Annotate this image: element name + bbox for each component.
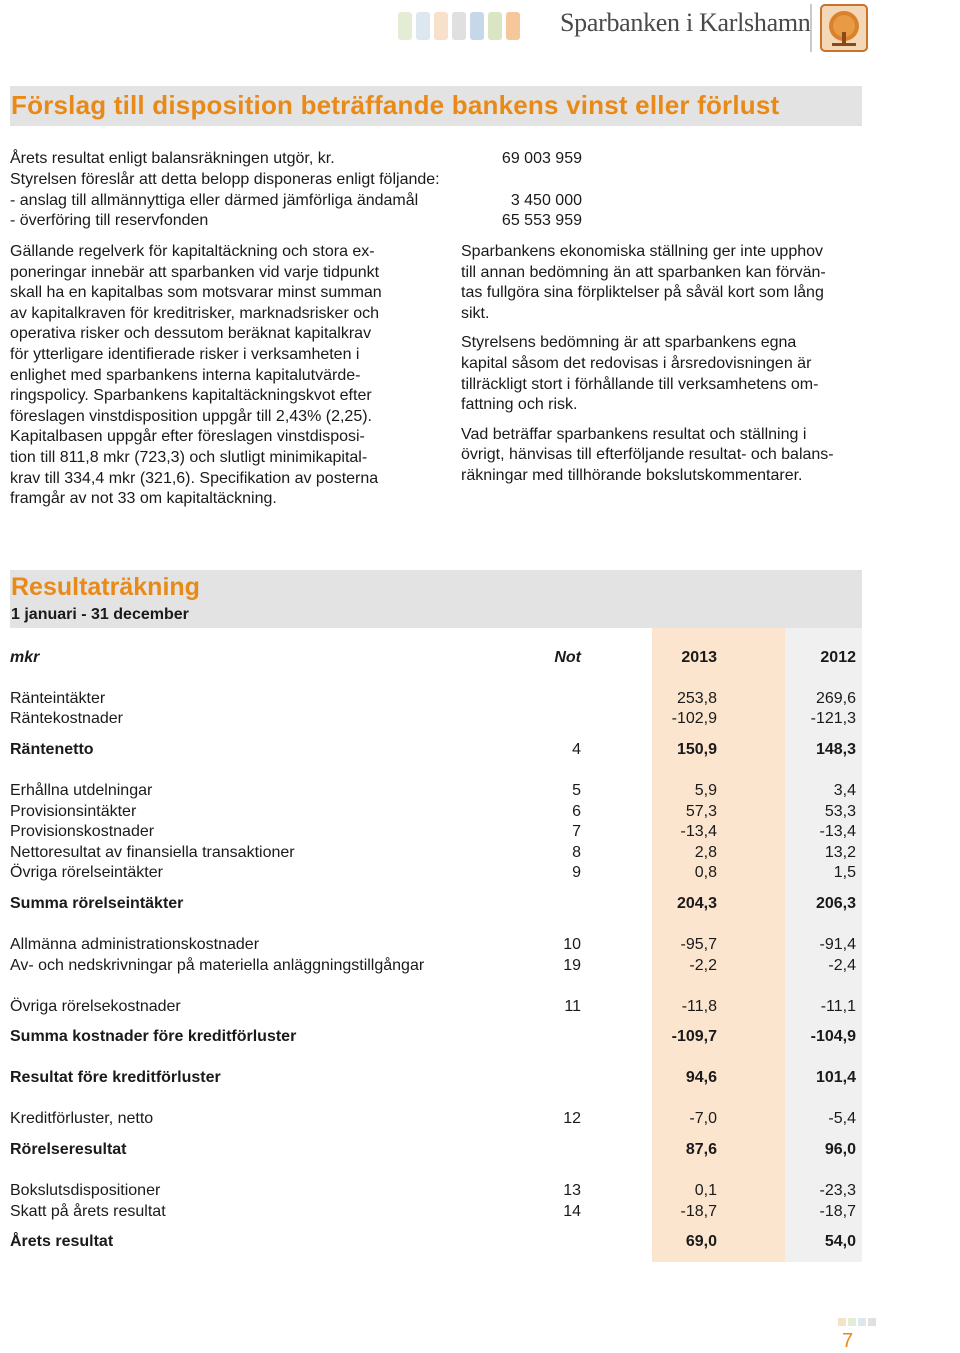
row-2013: -109,7	[671, 1028, 717, 1045]
row-2012: -2,4	[828, 957, 856, 974]
row-label: Ränteintäkter	[10, 690, 106, 707]
footer-square	[838, 1318, 846, 1326]
row-2012: 53,3	[824, 803, 856, 820]
table-row-total	[10, 1068, 862, 1088]
text-line: Vad beträffar sparbankens resultat och ställning i	[461, 425, 807, 443]
text-line: tion till 811,8 mkr (723,3) och slutligt minimikapital-	[10, 448, 368, 466]
row-2013: -7,0	[689, 1110, 717, 1127]
text-line: till annan bedömning än att sparbanken kan förvän-	[461, 263, 826, 281]
row-label: Övriga rörelsekostnader	[10, 998, 181, 1015]
tree-seal-icon	[820, 4, 868, 52]
row-2013: 5,9	[694, 782, 717, 799]
row-not: 10	[563, 936, 581, 953]
paragraph	[461, 425, 861, 487]
row-2013: 204,3	[676, 895, 717, 912]
table-row	[10, 709, 862, 729]
text-line: skall ha en kapitalbas som motsvarar minst summan	[10, 284, 382, 302]
row-label: Provisionsintäkter	[10, 803, 137, 820]
text-line: fattning och risk.	[461, 396, 578, 414]
table-row	[10, 781, 862, 801]
row-2013: -11,8	[681, 998, 717, 1015]
text-line: sikt.	[461, 304, 490, 322]
table-row	[10, 689, 862, 709]
row-2013: -95,7	[680, 936, 717, 953]
row-2013: 0,1	[694, 1182, 717, 1199]
row-2013: -2,2	[689, 957, 717, 974]
header-square	[506, 12, 520, 40]
row-label: Resultat före kreditförluster	[10, 1069, 221, 1086]
table-row	[10, 843, 862, 863]
text-line: enlighet med sparbankens interna kapitalutvärde-	[10, 366, 361, 384]
row-2012: -5,4	[828, 1110, 856, 1127]
disposition-value: 65 553 959	[501, 212, 582, 229]
row-label: Räntekostnader	[10, 710, 123, 727]
brand-name: Sparbanken i Karlshamn	[560, 8, 811, 37]
income-statement-period: 1 januari - 31 december	[11, 606, 189, 623]
row-2013: -13,4	[680, 823, 717, 840]
row-2012: -104,9	[810, 1028, 856, 1045]
row-label: Räntenetto	[10, 741, 94, 758]
table-row-total	[10, 1027, 862, 1047]
header-mkr: mkr	[10, 649, 40, 666]
table-row	[10, 935, 862, 955]
table-row	[10, 956, 862, 976]
header-2012: 2012	[820, 649, 856, 666]
row-label: Rörelseresultat	[10, 1141, 127, 1158]
row-label: Provisionskostnader	[10, 823, 155, 840]
header-square	[434, 12, 448, 40]
row-not: 13	[563, 1182, 581, 1199]
row-label: Erhållna utdelningar	[10, 782, 153, 799]
header-square	[452, 12, 466, 40]
header-square	[416, 12, 430, 40]
row-label: Skatt på årets resultat	[10, 1203, 166, 1220]
text-line: framgår av not 33 om kapitaltäckning.	[10, 490, 277, 508]
row-2012: -91,4	[819, 936, 856, 953]
text-line: av kapitalkraven för kreditrisker, marknadsrisker och	[10, 304, 380, 322]
text-line: övrigt, hänvisas till efterföljande resultat- och balans-	[461, 446, 834, 464]
row-not: 11	[564, 998, 581, 1015]
row-2012: 206,3	[815, 895, 856, 912]
text-line: tas fullgöra sina förpliktelser på såväl kort som lång	[461, 284, 824, 302]
table-row-total	[10, 1140, 862, 1160]
row-2013: 2,8	[694, 844, 717, 861]
footer-square	[848, 1318, 856, 1326]
text-line: för ytterligare identifierade risker i verksamheten i	[10, 345, 360, 363]
row-2012: 13,2	[824, 844, 856, 861]
text-line: kapital såsom det redovisas i årsredovisningen är	[461, 354, 812, 372]
table-row	[10, 822, 862, 842]
row-2013: 87,6	[685, 1141, 717, 1158]
section-title: Förslag till disposition beträffande bankens vinst eller förlust	[11, 90, 780, 120]
row-not: 4	[572, 741, 581, 758]
row-not: 9	[572, 864, 581, 881]
row-label: Övriga rörelseintäkter	[10, 864, 163, 881]
row-2013: 94,6	[685, 1069, 717, 1086]
row-2012: -11,1	[820, 998, 856, 1015]
table-row	[10, 1202, 862, 1222]
table-row-total	[10, 740, 862, 760]
disposition-label: - anslag till allmännyttiga eller därmed jämförliga ändamål	[10, 192, 419, 209]
table-header	[10, 648, 862, 668]
row-2013: 0,8	[694, 864, 717, 881]
row-2012: 101,4	[815, 1069, 856, 1086]
row-2012: 96,0	[824, 1141, 856, 1158]
table-row	[10, 1109, 862, 1129]
text-line: operativa risker och dessutom beräknat kapitalkrav	[10, 325, 372, 343]
header-2013: 2013	[681, 649, 717, 666]
table-row	[10, 802, 862, 822]
assessment-text-column	[461, 242, 861, 496]
row-label: Bokslutsdispositioner	[10, 1182, 161, 1199]
disposition-value: 3 450 000	[510, 192, 582, 209]
header-square	[398, 12, 412, 40]
row-label: Summa rörelseintäkter	[10, 895, 184, 912]
row-2012: -121,3	[810, 710, 856, 727]
header-not: Not	[554, 649, 581, 666]
row-2012: 269,6	[815, 690, 856, 707]
table-row	[10, 863, 862, 883]
row-label: Av- och nedskrivningar på materiella anläggningstillgångar	[10, 957, 425, 974]
paragraph	[461, 242, 861, 324]
row-2012: -18,7	[819, 1203, 856, 1220]
disposition-label: Styrelsen föreslår att detta belopp disponeras enligt följande:	[10, 171, 440, 188]
text-line: ringspolicy. Sparbankens kapitaltäckningskvot efter	[10, 387, 372, 405]
row-2013: -18,7	[680, 1203, 717, 1220]
table-row-total	[10, 1232, 862, 1252]
disposition-value: 69 003 959	[501, 150, 582, 167]
row-not: 7	[572, 823, 581, 840]
row-2012: -23,3	[819, 1182, 856, 1199]
table-row	[10, 997, 862, 1017]
row-2012: 1,5	[833, 864, 856, 881]
row-label: Kreditförluster, netto	[10, 1110, 154, 1127]
row-label: Allmänna administrationskostnader	[10, 936, 260, 953]
row-2012: -13,4	[819, 823, 856, 840]
income-statement-title: Resultaträkning	[11, 573, 200, 601]
disposition-label: Årets resultat enligt balansräkningen utgör, kr.	[10, 150, 335, 167]
text-line: poneringar innebär att sparbanken vid varje tidpunkt	[10, 263, 380, 281]
text-line: Styrelsens bedömning är att sparbankens egna	[461, 334, 797, 352]
row-not: 19	[563, 957, 581, 974]
text-line: tillräckligt stort i förhållande till verksamhetens om-	[461, 375, 819, 393]
footer-square	[858, 1318, 866, 1326]
capital-text-column	[10, 242, 450, 510]
header-square	[488, 12, 502, 40]
row-not: 14	[563, 1203, 581, 1220]
text-line: krav till 334,4 mkr (321,6). Specifikation av posterna	[10, 469, 379, 487]
row-not: 12	[563, 1110, 581, 1127]
text-line: räkningar med tillhörande bokslutskommentarer.	[461, 466, 803, 484]
row-2013: 253,8	[676, 690, 717, 707]
text-line: föreslagen vinstdisposition uppgår till 2,43% (2,25).	[10, 407, 372, 425]
footer-square	[868, 1318, 876, 1326]
row-not: 6	[572, 803, 581, 820]
row-label: Årets resultat	[10, 1233, 114, 1250]
row-2013: 150,9	[676, 741, 717, 758]
paragraph	[461, 333, 861, 415]
row-not: 8	[572, 844, 581, 861]
header-divider	[810, 4, 812, 52]
row-2013: 57,3	[685, 803, 717, 820]
disposition-label: - överföring till reservfonden	[10, 212, 209, 229]
row-2012: 3,4	[833, 782, 856, 799]
row-2013: -102,9	[671, 710, 717, 727]
text-line: Kapitalbasen uppgår efter föreslagen vinstdisposi-	[10, 428, 365, 446]
row-label: Summa kostnader före kreditförluster	[10, 1028, 297, 1045]
text-line: Sparbankens ekonomiska ställning ger inte upphov	[461, 243, 824, 260]
page-number: 7	[842, 1330, 854, 1352]
row-not: 5	[572, 782, 581, 799]
table-row-total	[10, 894, 862, 914]
row-2012: 54,0	[824, 1233, 856, 1250]
row-label: Nettoresultat av finansiella transaktioner	[10, 844, 295, 861]
text-line: Gällande regelverk för kapitaltäckning och stora ex-	[10, 243, 375, 260]
row-2013: 69,0	[685, 1233, 717, 1250]
header-square	[470, 12, 484, 40]
table-row	[10, 1181, 862, 1201]
row-2012: 148,3	[815, 741, 856, 758]
